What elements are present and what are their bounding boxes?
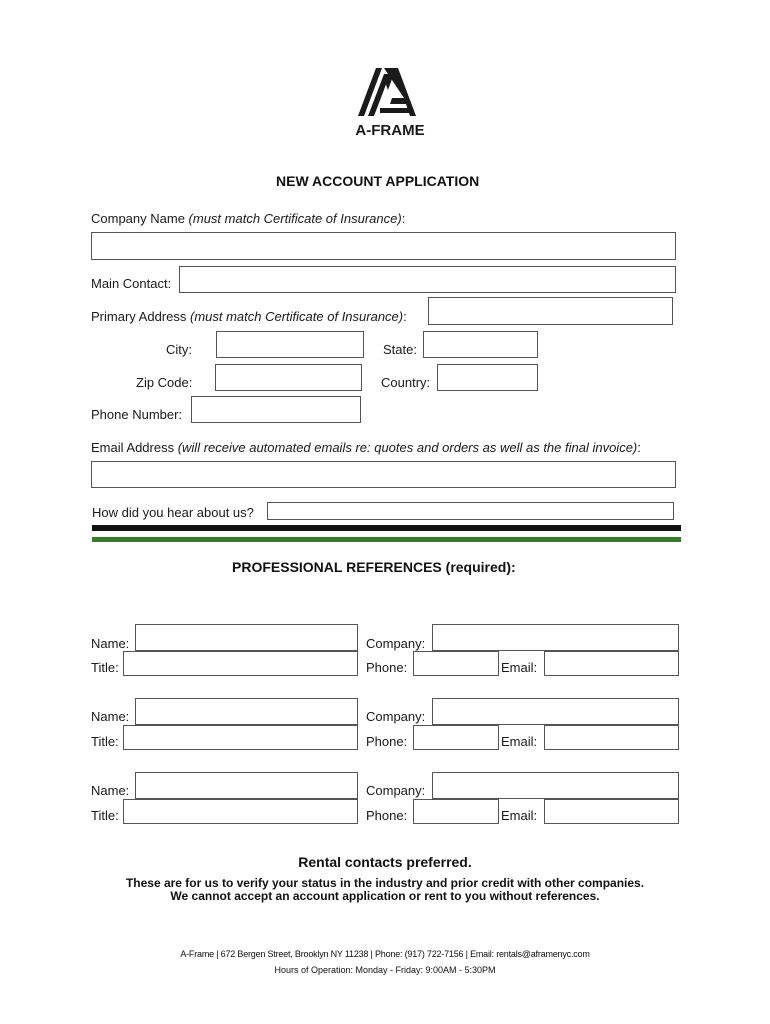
ref-2-company-label: Company:	[366, 709, 426, 724]
ref-3-email-field[interactable]	[544, 799, 679, 824]
divider-green	[92, 537, 681, 542]
state-label: State:	[383, 342, 417, 357]
a-frame-logo-icon	[350, 66, 430, 118]
ref-3-title-field[interactable]	[123, 799, 358, 824]
primary-address-note: (must match Certificate of Insurance)	[189, 309, 404, 324]
ref-2-company-field[interactable]	[432, 698, 679, 725]
email-address-label-row	[91, 440, 641, 456]
footer-contact: A-Frame | 672 Bergen Street, Brooklyn NY 11238 | Phone: (917) 722-7156 | Email: rentals@aframenyc.com	[180, 949, 590, 959]
how-did-you-hear-field[interactable]	[267, 502, 674, 520]
ref-1-phone-label: Phone:	[366, 660, 408, 675]
ref-3-company-field[interactable]	[432, 772, 679, 799]
company-name-label: Company Name	[91, 211, 189, 226]
company-name-label-row	[91, 211, 405, 227]
verification-note-line-1: These are for us to verify your status in the industry and prior credit with other companies.	[125, 876, 645, 890]
page-title: NEW ACCOUNT APPLICATION	[276, 173, 480, 189]
ref-3-phone-field[interactable]	[413, 799, 499, 824]
email-address-field[interactable]	[91, 461, 676, 488]
ref-1-title-label: Title:	[91, 660, 119, 675]
state-field[interactable]	[423, 331, 538, 358]
ref-3-company-label: Company:	[366, 783, 426, 798]
ref-3-email-label: Email:	[501, 808, 538, 823]
footer-hours: Hours of Operation: Monday - Friday: 9:00AM - 5:30PM	[274, 965, 496, 975]
ref-3-phone-label: Phone:	[366, 808, 408, 823]
ref-1-phone-field[interactable]	[413, 651, 499, 676]
country-field[interactable]	[437, 364, 538, 391]
phone-number-field[interactable]	[191, 396, 361, 423]
zip-code-label: Zip Code:	[136, 375, 193, 390]
primary-address-label-row	[91, 309, 407, 325]
how-did-you-hear-label: How did you hear about us?	[92, 505, 254, 520]
ref-3-name-label: Name:	[91, 783, 130, 798]
city-label: City:	[166, 342, 192, 357]
verification-note-line-2: We cannot accept an account application or rent to you without references.	[170, 889, 600, 903]
primary-address-label: Primary Address	[91, 309, 190, 324]
main-contact-label: Main Contact:	[91, 276, 172, 291]
ref-1-company-label: Company:	[366, 636, 426, 651]
ref-2-email-field[interactable]	[544, 725, 679, 750]
ref-1-company-field[interactable]	[432, 624, 679, 651]
divider-dark	[92, 525, 681, 531]
ref-3-name-field[interactable]	[135, 772, 358, 799]
references-heading: PROFESSIONAL REFERENCES (required):	[232, 559, 516, 575]
primary-address-colon: :	[403, 309, 407, 324]
ref-2-phone-label: Phone:	[366, 734, 408, 749]
ref-2-title-label: Title:	[91, 734, 119, 749]
brand-name: A-FRAME	[355, 122, 425, 139]
ref-2-email-label: Email:	[501, 734, 538, 749]
phone-number-label: Phone Number:	[91, 407, 183, 422]
zip-code-field[interactable]	[215, 364, 362, 391]
ref-1-email-label: Email:	[501, 660, 538, 675]
ref-1-name-label: Name:	[91, 636, 130, 651]
ref-1-name-field[interactable]	[135, 624, 358, 651]
city-field[interactable]	[216, 331, 364, 358]
logo	[350, 66, 430, 142]
ref-3-title-label: Title:	[91, 808, 119, 823]
email-address-colon: :	[637, 440, 641, 455]
email-address-note: (will receive automated emails re: quotes and orders as well as the final invoice)	[177, 440, 638, 455]
ref-2-name-field[interactable]	[135, 698, 358, 725]
company-name-field[interactable]	[91, 232, 676, 260]
country-label: Country:	[381, 375, 431, 390]
main-contact-field[interactable]	[179, 266, 676, 293]
ref-1-title-field[interactable]	[123, 651, 358, 676]
company-name-colon: :	[401, 211, 406, 226]
email-address-label: Email Address	[91, 440, 178, 455]
ref-2-name-label: Name:	[91, 709, 130, 724]
ref-2-phone-field[interactable]	[413, 725, 499, 750]
primary-address-field[interactable]	[428, 297, 673, 325]
company-name-note: (must match Certificate of Insurance)	[188, 211, 402, 226]
ref-2-title-field[interactable]	[123, 725, 358, 750]
ref-1-email-field[interactable]	[544, 651, 679, 676]
rental-contacts-preferred: Rental contacts preferred.	[298, 854, 472, 870]
